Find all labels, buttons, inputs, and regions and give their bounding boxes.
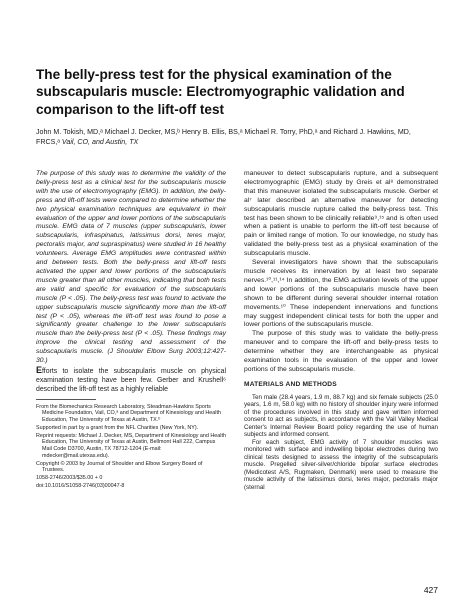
footnote-copyright: Copyright © 2003 by Journal of Shoulder and Elbow Surgery Board of Trustees.: [36, 460, 203, 474]
right-column: [244, 170, 438, 491]
author-list: [36, 127, 432, 147]
introduction-text: fforts to isolate the subscapularis muscle on physical examination testing have been few. Gerber and Krushell⁶ described the lift-off test as a highly reliable: [36, 367, 226, 393]
footnote-doi: doi:10.1016/S1058-2746(03)00047-8: [36, 483, 125, 490]
drop-cap: E: [36, 364, 43, 375]
body-paragraph: Several investigators have shown that the subscapularis muscle receives its innervation by at least two separate nerves.¹⁰,¹¹,¹⁴ In addition, the EMG activation levels of the upper and lower portions of the subscapularis muscle have been shown to be different during several shoulder internal rotation movements.¹⁰ These independent innervations and functions may suggest independent clinical tests for both the upper and lower portions of the subscapularis muscle.: [244, 259, 438, 329]
body-paragraph: maneuver to detect subscapularis rupture, and a subsequent electromyographic (EMG) study by Greis et al⁸ demonstrated that this maneuver isolated the subscapularis muscle. Gerber et al⁷ later described an alternative maneuver for detecting subscapularis muscle rupture called the belly-press test. This test has been shown to be clinically reliable⁹,¹⁵ and is often used when a patient is unable to perform the lift-off test because of pain or limited range of motion. To our knowledge, no study has validated the belly-press test as a physical examination of the subscapularis muscle.: [244, 170, 438, 258]
left-column: [36, 170, 226, 491]
footnote-support: Supported in part by a grant from the NFL Charities (New York, NY).: [36, 424, 199, 431]
paper-title: The belly-press test for the physical examination of the subscapularis muscle: Electromyographic validation and comparison to the lift-off test: [36, 67, 405, 117]
methods-paragraph: For each subject, EMG activity of 7 shoulder muscles was monitored with surface and indwelling bipolar electrodes during two clinical tests designed to assess the integrity of the subscapularis muscle. Pregelled silver-silver/chloride bipolar surface electrodes (Medicotest A/S, Rugmaken, Denmark) were used to measure the muscle activity of the latissimus dorsi, teres major, pectoralis major (sternal: [244, 438, 438, 491]
body-paragraph: The purpose of this study was to validate the belly-press maneuver and to compare the lift-off and belly-press tests to determine whether they are interchangeable as physical examination tools in the evaluation of the upper and lower portions of the subscapularis muscle.: [244, 330, 438, 373]
footnotes: [36, 404, 226, 490]
footnote-issn: 1058-2746/2003/$35.00 + 0: [36, 475, 103, 482]
footnote-affiliation: From the Biomechanics Research Laboratory, Steadman-Hawkins Sports Medicine Foundation, Vail, CO,ᵃ and Department of Kinesiology and Health Education, The University of Texas at Austin, TX.ᵇ: [36, 403, 221, 423]
abstract: The purpose of this study was to determine the validity of the belly-press test as a clinical test for the subscapularis muscle with the use of electromyography (EMG). In addition, the belly-press and lift-off tests were compared to determine whether the two physical examination techniques are equivalent in their evaluation of the upper and lower portions of the subscapularis muscle. EMG data of 7 muscles (upper subscapularis, lower subscapularis, infraspinatus, latissimus dorsi, teres major, pectoralis major, and supraspinatus) were studied in 16 healthy volunteers. Average EMG amplitudes were contrasted within and between tests. Both the belly-press and lift-off tests activated the upper and lower portions of the subscapularis muscle greater than all other muscles, indicating that both tests are valid and specific for evaluation of the subscapularis muscle (P < .05). The belly-press test was found to activate the upper subscapularis muscle significantly more than the lift-off test (P < .05), whereas the lift-off test was found to pose a significantly greater challenge to the lower subscapularis muscle than the belly-press test (P < .05). These findings may improve the clinical testing and assessment of the subscapularis muscle. (J Shoulder Elbow Surg 2003;12:427-30.): [36, 170, 226, 365]
footnote-divider: [36, 399, 96, 400]
methods-paragraph: Ten male (28.4 years, 1.9 m, 88.7 kg) and six female subjects (25.0 years, 1.6 m, 58.0 kg) with no history of shoulder injury were informed of the procedures involved in this study and gave written informed consent to act as subjects, in accordance with the Vail Valley Medical Center's Internal Review Board policy regarding the use of human subjects and informed consent.: [244, 393, 438, 439]
author-location: Vail, CO, and Austin, TX: [61, 138, 139, 146]
introduction-paragraph: [36, 366, 226, 395]
section-heading: MATERIALS AND METHODS: [244, 380, 337, 388]
footnote-reprint: Reprint requests: Michael J. Decker, MS, Department of Kinesiology and Health Education, The University of Texas at Austin, Bellmont Hall 222, Campus Mail Code D3700, Austin, TX 78712-1204 (E-mail: mdecker@mail.utexas.edu).: [36, 432, 226, 459]
page-number: 427: [423, 585, 438, 595]
author-names: John M. Tokish, MD,ᵃ Michael J. Decker, MS,ᵇ Henry B. Ellis, BS,ᵃ Michael R. Torry, PhD,ᵃ and Richard J. Hawkins, MD, FRCS,ᵃ: [36, 128, 411, 146]
